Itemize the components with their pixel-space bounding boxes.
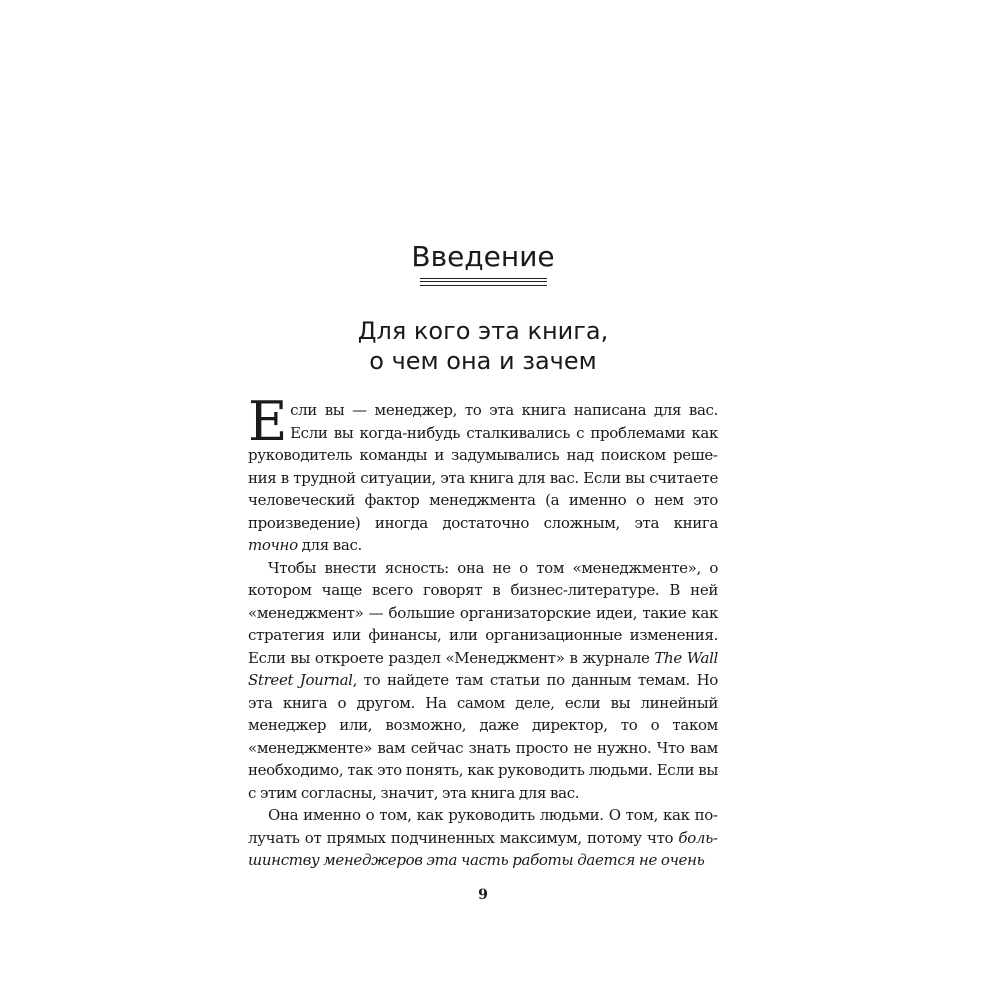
paragraph-1-emphasis: точно — [248, 536, 298, 554]
body-text — [248, 390, 718, 872]
paragraph-3-emphasis: большинству менеджеров эта часть работы дается не очень — [248, 828, 718, 869]
paragraph-1-end: для вас. — [297, 536, 362, 554]
paragraph-3 — [248, 804, 718, 872]
paragraph-1 — [248, 390, 718, 557]
paragraph-2-end: , то найдете там статьи по данным темам. Но эта книга о другом. На самом деле, если вы линейный менеджер или, возможно, даже директор, то о таком «менеджменте» вам сейчас знать просто не нужно. Что вам необходимо, так это понять, как руководить людьми. Если вы с этим согласны, значит, эта книга для вас. — [248, 671, 718, 802]
page-number: 9 — [478, 887, 488, 903]
title-double-rule — [420, 278, 547, 286]
subtitle-line-2: о чем она и зачем — [369, 347, 597, 375]
paragraph-2-text: Чтобы внести ясность: она не о том «менеджменте», о котором чаще всего говорят в бизнес-литературе. В ней «менеджмент» — большие организаторские идеи, такие как стратегия или финансы, или организационные изменения. Если вы откроете раздел «Менеджмент» в журнале — [248, 558, 718, 667]
paragraph-1-text: сли вы — менеджер, то эта книга написана для вас. Если вы когда-нибудь сталкивались с проблемами как руководитель команды и задумывались над поиском решения в трудной ситуации, эта книга для вас. Если вы считаете человеческий фактор менеджмента (а именно о нем это произведение) иногда достаточно сложным, эта книга — [248, 401, 718, 532]
subtitle-line-1: Для кого эта книга, — [357, 317, 609, 345]
journal-name: The Wall Street Journal — [248, 648, 718, 689]
paragraph-3-text: Она именно о том, как руководить людьми. О том, как получать от прямых подчиненных максимум, потому что — [248, 806, 718, 847]
paragraph-2 — [248, 557, 718, 805]
drop-cap: Е — [248, 390, 288, 453]
chapter-title: Введение — [411, 240, 555, 273]
section-subtitle — [248, 316, 718, 376]
